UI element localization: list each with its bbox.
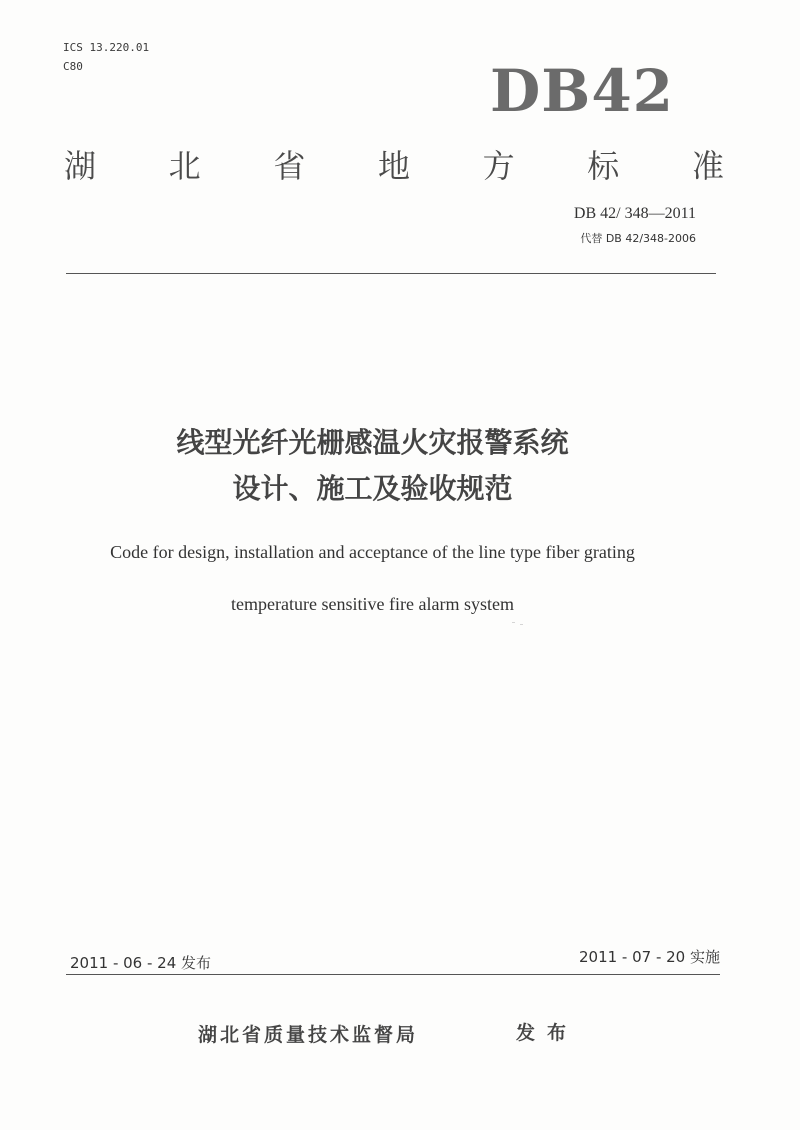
header-divider [66, 273, 716, 274]
standard-type-char: 湖 [64, 147, 97, 185]
standard-type-char: 方 [482, 147, 515, 185]
issue-date: 2011 - 06 - 24 发布 [70, 954, 212, 972]
footer-divider [66, 974, 720, 975]
replaces-standard: 代替 DB 42/348-2006 [580, 232, 696, 245]
standard-type-heading [64, 142, 724, 190]
scan-speck [512, 622, 515, 623]
standard-mark: DB42 [490, 57, 675, 125]
ics-code: ICS 13.220.01 [63, 41, 150, 54]
standard-number: DB 42/ 348—2011 [573, 205, 696, 222]
standard-type-char: 准 [691, 147, 724, 185]
english-title-line-1: Code for design, installation and acceptance of the line type fiber grating [110, 542, 635, 562]
standard-type-char: 北 [168, 147, 201, 185]
classification-codes [63, 38, 149, 76]
chinese-title-line-1: 线型光纤光栅感温火灾报警系统 [176, 426, 569, 459]
publish-label: 发布 [516, 1022, 579, 1044]
standard-type-char: 标 [587, 147, 620, 185]
chinese-title [0, 420, 745, 512]
implementation-date: 2011 - 07 - 20 实施 [578, 948, 720, 966]
chinese-title-line-2: 设计、施工及验收规范 [232, 472, 513, 505]
ccs-code: C80 [63, 60, 83, 73]
english-title-line-2: temperature sensitive fire alarm system [231, 594, 514, 614]
scan-speck [520, 624, 523, 625]
standard-type-char: 省 [273, 147, 306, 185]
publisher-name: 湖北省质量技术监督局 [198, 1024, 419, 1046]
standard-type-char: 地 [377, 147, 410, 185]
